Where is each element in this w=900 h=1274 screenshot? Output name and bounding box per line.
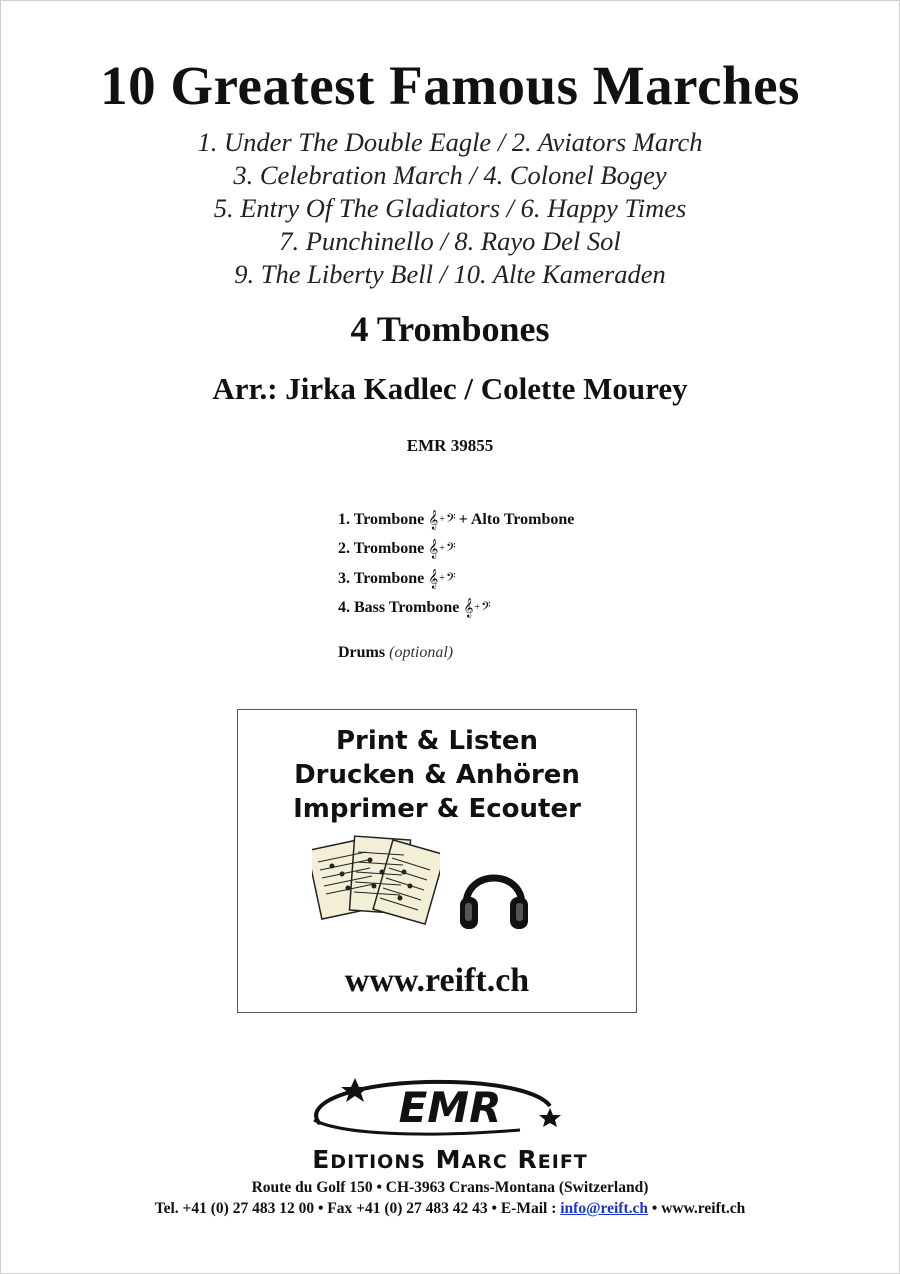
- contact-line: [0, 1201, 900, 1217]
- treble-clef-icon: 𝄞: [463, 598, 474, 619]
- plus-sign: +: [474, 602, 481, 614]
- publisher-name: [0, 1147, 900, 1172]
- website-link[interactable]: www.reift.ch: [661, 1200, 746, 1217]
- march-list-line: 1. Under The Double Eagle / 2. Aviators March: [197, 127, 703, 157]
- catalog-number: EMR 39855: [406, 436, 494, 455]
- march-list: [0, 126, 900, 291]
- bass-clef-icon: 𝄢: [445, 569, 456, 588]
- treble-clef-icon: 𝄞: [428, 509, 439, 530]
- plus-sign: +: [439, 543, 445, 555]
- promo-line-german: Drucken & Anhören: [294, 760, 580, 790]
- separator: •: [317, 1200, 324, 1217]
- instrumentation: 4 Trombones: [350, 309, 550, 349]
- bass-clef-icon: 𝄢: [445, 510, 456, 529]
- treble-clef-icon: 𝄞: [428, 539, 439, 560]
- promo-line-french: Imprimer & Ecouter: [293, 794, 581, 824]
- part-label: 1. Trombone: [338, 510, 425, 528]
- part-item: [338, 564, 574, 594]
- part-item: [338, 535, 574, 565]
- clef-group: [463, 597, 490, 619]
- fax-number: Fax +41 (0) 27 483 42 43: [327, 1200, 488, 1217]
- part-extra: + Alto Trombone: [458, 510, 575, 528]
- part-label: 2. Trombone: [338, 540, 425, 558]
- headphones-icon: [456, 855, 532, 935]
- print-listen-box: [237, 709, 637, 1013]
- clef-group: [428, 538, 455, 560]
- arranger: Arr.: Jirka Kadlec / Colette Mourey: [212, 371, 688, 406]
- march-list-line: 3. Celebration March / 4. Colonel Bogey: [233, 160, 667, 190]
- emr-logo: [300, 1072, 590, 1142]
- publisher-word: EDITIONS: [312, 1145, 426, 1174]
- score-title: 10 Greatest Famous Marches: [100, 55, 800, 116]
- plus-sign: +: [439, 513, 445, 525]
- sheet-music-icon: [312, 832, 440, 932]
- email-label: E-Mail :: [500, 1200, 557, 1217]
- separator: •: [651, 1200, 658, 1217]
- part-item: [338, 505, 574, 535]
- promo-website[interactable]: www.reift.ch: [344, 962, 530, 999]
- drums-part: [338, 642, 453, 664]
- part-item: [338, 594, 574, 624]
- march-list-line: 7. Punchinello / 8. Rayo Del Sol: [279, 226, 621, 256]
- drums-note: (optional): [389, 644, 454, 661]
- bass-clef-icon: 𝄢: [481, 599, 491, 618]
- publisher-word: MARC: [435, 1145, 508, 1174]
- phone-number: Tel. +41 (0) 27 483 12 00: [154, 1200, 315, 1217]
- march-list-line: 5. Entry Of The Gladiators / 6. Happy Times: [213, 193, 687, 223]
- drums-label: Drums: [338, 644, 386, 661]
- part-label: 3. Trombone: [338, 569, 425, 587]
- publisher-word: REIFT: [517, 1145, 588, 1174]
- publisher-address: Route du Golf 150 • CH-3963 Crans-Montana (Switzerland): [251, 1179, 649, 1196]
- treble-clef-icon: 𝄞: [428, 568, 439, 589]
- clef-group: [428, 509, 455, 531]
- march-list-line: 9. The Liberty Bell / 10. Alte Kameraden: [234, 259, 666, 289]
- part-label: 4. Bass Trombone: [338, 599, 460, 617]
- clef-group: [428, 568, 455, 590]
- plus-sign: +: [439, 572, 445, 584]
- separator: •: [491, 1200, 497, 1217]
- promo-line-english: Print & Listen: [335, 726, 539, 756]
- email-link[interactable]: info@reift.ch: [560, 1200, 648, 1217]
- parts-list: [338, 505, 574, 623]
- bass-clef-icon: 𝄢: [445, 540, 456, 559]
- logo-text: EMR: [398, 1083, 502, 1132]
